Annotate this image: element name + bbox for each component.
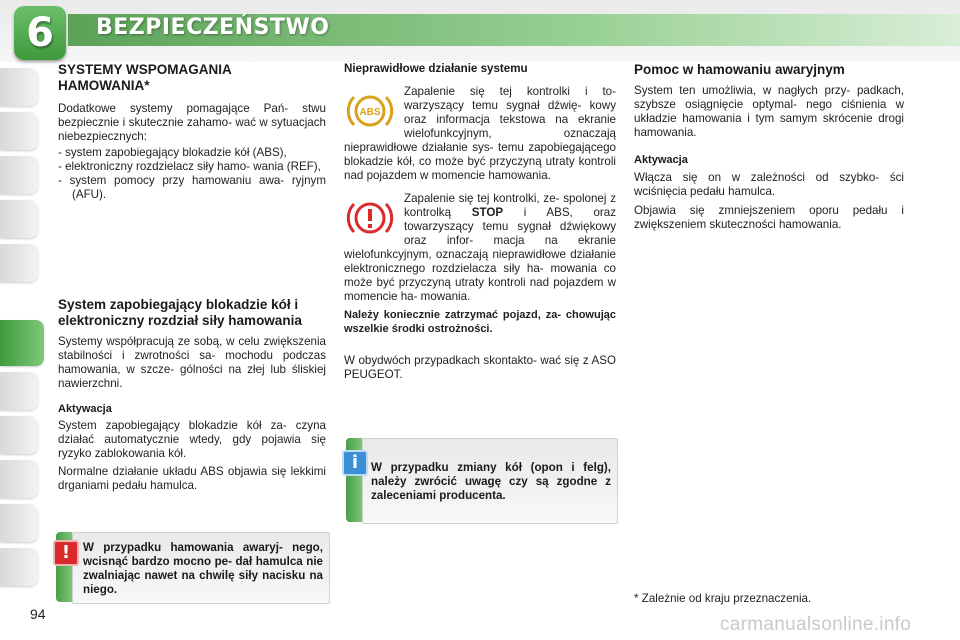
- afu-activation-paragraph: Włącza się on w zależności od szybko- ści wciśnięcia pedału hamulca.: [634, 171, 904, 198]
- abs-ref-paragraph: Systemy współpracują ze sobą, w celu zwiększenia stabilności i zwrotności sa- mochodu podczas hamowania, w szcze- gólności na złej lub śliskiej nawierzchni.: [58, 335, 326, 390]
- column-1-lower: [58, 297, 326, 493]
- list-item: - system pomocy przy hamowaniu awa- ryjnym (AFU).: [58, 174, 326, 201]
- warning-box-text: W przypadku hamowania awaryj- nego, wcisnąć bardzo mocno pe- dał hamulca nie zwalniając nawet na chwilę siły nacisku na niego.: [83, 541, 323, 596]
- side-tab-11[interactable]: [0, 548, 38, 586]
- contact-dealer-paragraph: W obydwóch przypadkach skontakto- wać się z ASO PEUGEOT.: [344, 354, 616, 381]
- abs-warning-light-icon: [344, 85, 396, 137]
- footnote: * Zależnie od kraju przeznaczenia.: [634, 592, 812, 605]
- section-heading-braking-systems: SYSTEMY WSPOMAGANIA HAMOWANIA*: [58, 62, 232, 93]
- side-tab-2[interactable]: [0, 112, 38, 150]
- ref-warning-block: [344, 192, 616, 304]
- afu-effect-paragraph: Objawia się zmniejszeniem oporu pedału i zwiększeniem skuteczności hamowania.: [634, 204, 904, 231]
- info-icon: i: [342, 450, 368, 476]
- column-2: [344, 62, 616, 382]
- stop-vehicle-note: Należy koniecznie zatrzymać pojazd, za- chowując wszelkie środki ostrożności.: [344, 309, 616, 335]
- info-box: [362, 438, 618, 524]
- ref-text-part-1: Zapalenie się tej kontrolki, ze- spolonej z kontrolką: [404, 192, 616, 219]
- section-heading-abs-ref: System zapobiegający blokadzie kół i elektroniczny rozdział siły hamowania: [58, 297, 302, 328]
- side-tab-1[interactable]: [0, 68, 38, 106]
- abs-icon-label: ABS: [359, 107, 381, 118]
- activation-heading-afu: Aktywacja: [634, 154, 688, 166]
- side-tab-3[interactable]: [0, 156, 38, 194]
- column-3: [634, 62, 904, 232]
- side-tab-7[interactable]: [0, 372, 38, 410]
- brake-warning-light-icon: [344, 192, 396, 244]
- warning-icon: !: [53, 540, 79, 566]
- abs-malfunction-paragraph: Zapalenie się tej kontrolki i to- warzyszący temu sygnał dźwię- kowy oraz informacja tekstowa na ekranie wielofunkcyjnym, oznaczają nieprawidłowe działanie sys- temu zapobiegającego blokadzie kół, co może być przyczyną utraty kontroli nad pojazdem w momencie hamowania.: [344, 85, 616, 182]
- activation-heading: Aktywacja: [58, 403, 112, 415]
- side-tab-9[interactable]: [0, 460, 38, 498]
- stop-label: STOP: [471, 206, 504, 219]
- watermark: carmanualsonline.info: [720, 614, 912, 635]
- side-tab-4[interactable]: [0, 200, 38, 238]
- page-number: 94: [30, 606, 46, 622]
- abs-normal-operation-paragraph: Normalne działanie układu ABS objawia się lekkimi drganiami pedału hamulca.: [58, 465, 326, 492]
- info-box-text: W przypadku zmiany kół (opon i felg), należy zwrócić uwagę czy są zgodne z zaleceniami producenta.: [371, 461, 611, 502]
- column-1: [58, 62, 326, 202]
- emergency-braking-heading: Pomoc w hamowaniu awaryjnym: [634, 62, 845, 77]
- abs-warning-block: [344, 85, 616, 183]
- side-tab-8[interactable]: [0, 416, 38, 454]
- warning-box: [72, 532, 330, 604]
- intro-paragraph: Dodatkowe systemy pomagające Pań- stwu bezpiecznie i skutecznie zahamo- wać w sytuacjach niebezpiecznych:: [58, 102, 326, 143]
- list-item: - elektroniczny rozdzielacz siły hamo- wania (REF),: [58, 160, 321, 173]
- page-title: BEZPIECZEŃSTWO: [96, 15, 330, 40]
- side-tab-5[interactable]: [0, 244, 38, 282]
- side-tab-10[interactable]: [0, 504, 38, 542]
- activation-paragraph: System zapobiegający blokadzie kół za- czyna działać automatycznie wtedy, gdy pojawia się ryzyko zablokowania kół.: [58, 419, 326, 460]
- side-tab-6-active[interactable]: [0, 320, 44, 366]
- malfunction-heading: Nieprawidłowe działanie systemu: [344, 62, 528, 75]
- chapter-number: 6: [26, 10, 54, 56]
- list-item: - system zapobiegający blokadzie kół (ABS),: [58, 146, 287, 159]
- emergency-braking-paragraph: System ten umożliwia, w nagłych przy- padkach, szybsze osiągnięcie optymal- nego ciśnienia w układzie hamowania i tym samym skrócenie drogi hamowania.: [634, 84, 904, 139]
- ref-text-part-2: i ABS, oraz towarzyszący temu sygnał dźwiękowy oraz infor- macja na ekranie wielofunkcyjnym, oznaczają nieprawidłowe działanie elektronicznego rozdzielacza siły ha- mowania co może być przyczyną utraty kontroli nad pojazdem w momencie ha- mowania.: [344, 206, 616, 303]
